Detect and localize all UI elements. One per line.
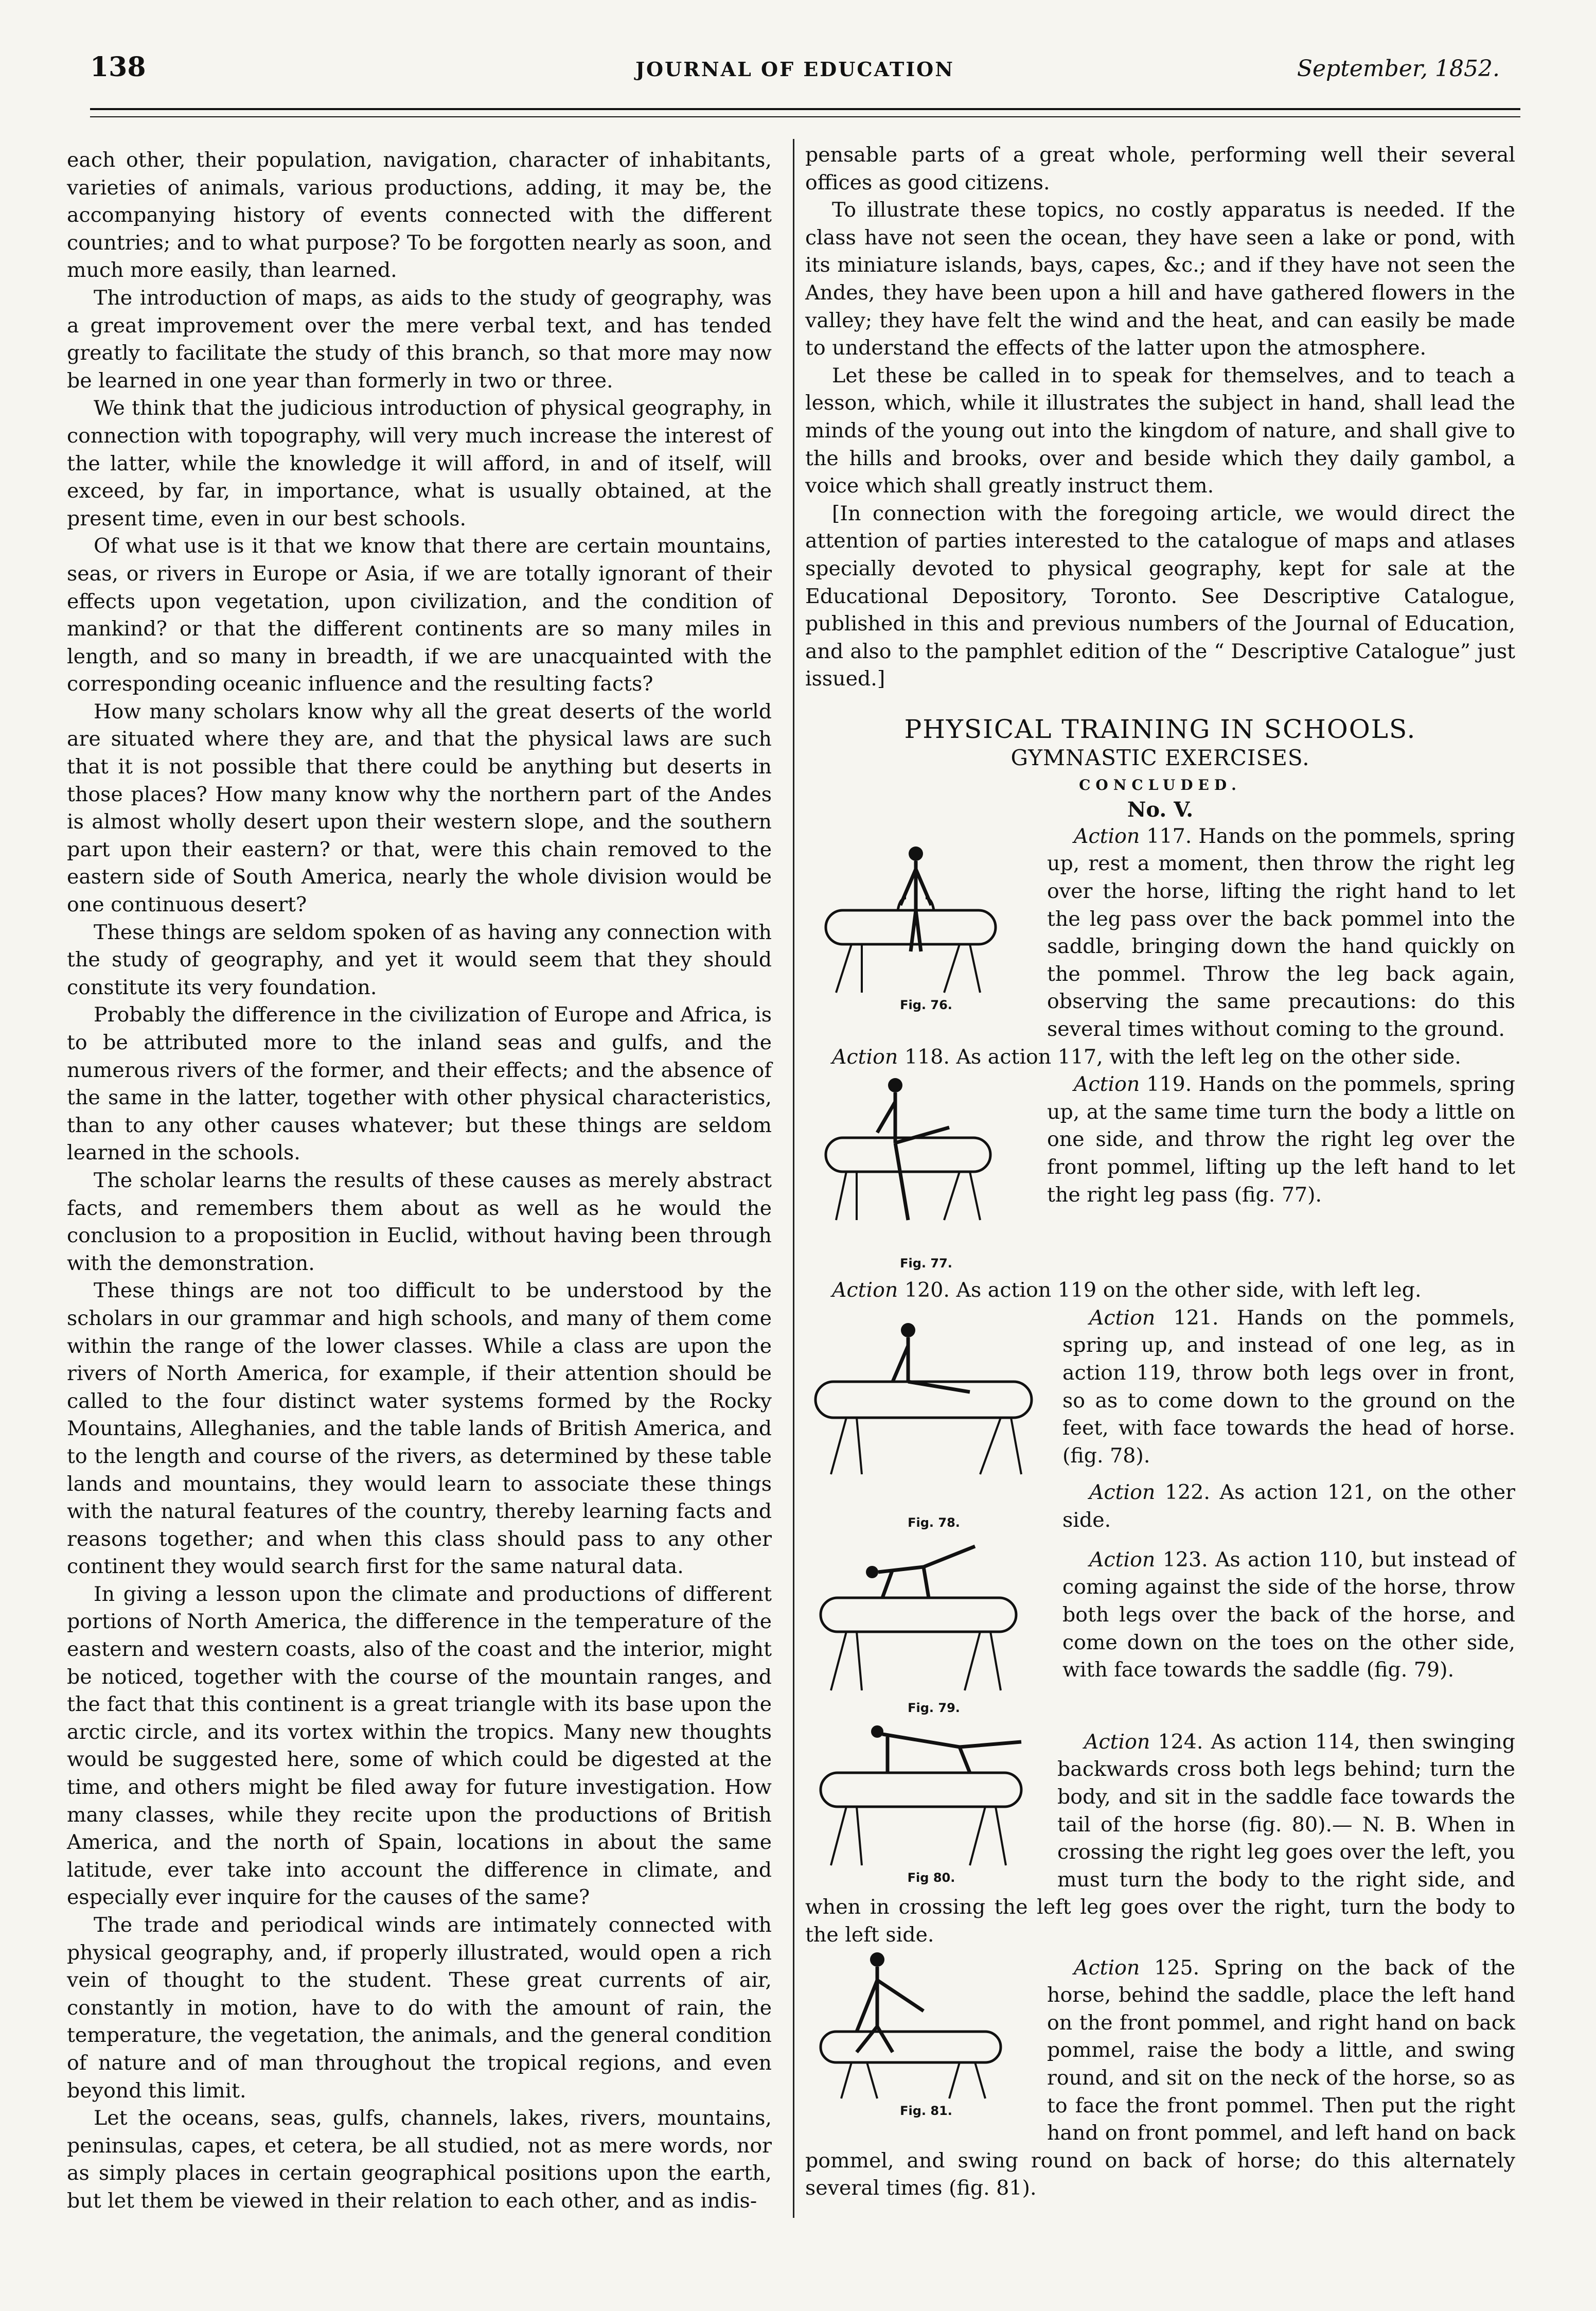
page-number: 138 xyxy=(90,51,146,83)
part-number: No. V. xyxy=(1127,797,1194,822)
concluded-label: CONCLUDED. xyxy=(1079,776,1242,793)
figure-79 xyxy=(805,1541,1062,1721)
paragraph: The introduction of maps, as aids to the study of geography, was a great improvement over the mere verbal text, and has tended greatly to facilitate the study of this branch, so that more may now be learned in one year than formerly in two or three. xyxy=(67,286,772,393)
issue-date: September, 1852. xyxy=(1297,56,1500,82)
paragraph: Probably the difference in the civilization of Europe and Africa, is to be attributed more to the inland seas and gulfs, and the numerous rivers of the former, and their effects; and the absence of the same in the latter, together with other physical characteristics, than to any other causes whatever; but these things are seldom learned in the schools. xyxy=(67,1003,772,1165)
figure-caption: Fig. 79. xyxy=(908,1700,960,1715)
paragraph: pensable parts of a great whole, performing well their several offices as good citizens. xyxy=(805,143,1515,195)
paragraph: The trade and periodical winds are intimately connected with physical geography, and, if properly illustrated, would open a rich vein of thought to the student. These great currents of air, constantly in motion, have to do with the amount of rain, the temperature, the vegetation, the animals, and the general condition of nature and of man throughout the tropical regions, and even beyond this limit. xyxy=(67,1913,772,2103)
page-header xyxy=(90,51,1500,98)
figure-caption: Fig 80. xyxy=(907,1870,955,1885)
figure-caption: Fig. 81. xyxy=(900,2103,952,2118)
paragraph: Of what use is it that we know that there are certain mountains, seas, or rivers in Europe or Asia, if we are totally ignorant of their effects upon vegetation, upon civilization, and the condition of mankind? or that the different continents are so many miles in length, and so many in breadth, if we are unacquainted with the corresponding oceanic influence and the resulting facts? xyxy=(67,534,772,696)
pommel-horse-illustration xyxy=(805,823,1047,998)
header-rule-thin xyxy=(90,116,1520,117)
paragraph: Let these be called in to speak for themselves, and to teach a lesson, which, while it illustrates the subject in hand, shall lead the minds of the young out into the kingdom of nature, and shall give to the hills and brooks, over and beside which they daily gambol, a voice which shall greatly instruct them. xyxy=(805,363,1515,498)
action-125: Action 125. Spring on the back of the horse, behind the saddle, place the left hand on the front pommel, and right hand on back pommel, raise the body a little, and swing round, and sit on the neck of the horse, so as to face the front pommel. Then put the right hand on front pommel, and left hand on back pommel, and swing round on back of horse; do this alternately several times (fig. 81). xyxy=(805,1955,1515,2200)
header-rule xyxy=(90,108,1520,110)
action-121: Action 121. Hands on the pommels, spring up, and instead of one leg, as in action 119, throw both legs over in front, so as to come down to the ground on the feet, with face towards the head of horse. (fig. 78). xyxy=(1062,1306,1515,1468)
figure-77 xyxy=(805,1071,1047,1277)
section-title: PHYSICAL TRAINING IN SCHOOLS. xyxy=(904,714,1416,744)
left-column xyxy=(67,147,772,2215)
figure-caption: Fig. 78. xyxy=(908,1515,960,1530)
right-column xyxy=(805,142,1515,2202)
paragraph: These things are seldom spoken of as having any connection with the study of geography, and yet it would seem that they should constitute its very foundation. xyxy=(67,920,772,999)
paragraph: The scholar learns the results of these causes as merely abstract facts, and remembers them about as well as he would the conclusion to a proposition in Euclid, without having been through with the demonstration. xyxy=(67,1168,772,1275)
action-124: Action 124. As action 114, then swinging backwards cross both legs behind; turn the body, and sit in the saddle face towards the tail of the horse (fig. 80).— N. B. When in crossing the right leg goes over the left, you must turn the body to the right side, and when in crossing the left leg goes over the right, turn the body to the left side. xyxy=(805,1730,1516,1947)
paragraph: We think that the judicious introduction of physical geography, in connection with topography, will very much increase the interest of the latter, while the knowledge it will afford, in and of itself, will exceed, by far, in importance, what is usually obtained, at the present time, even in our best schools. xyxy=(67,396,772,531)
figure-76 xyxy=(805,823,1047,1018)
figure-81 xyxy=(805,1949,1047,2124)
action-117: Action 117. Hands on the pommels, spring up, rest a moment, then throw the right leg over the horse, lifting the right hand to let the leg pass over the back pommel into the saddle, bringing down the hand quickly on the pommel. Throw the leg back again, observing the same precautions: do this several times without coming to the ground. xyxy=(1047,824,1515,1042)
paragraph: How many scholars know why all the great deserts of the world are situated where they are, and that the physical laws are such that it is not possible that there could be anything but deserts in those places? How many know why the northern part of the Andes is almost wholly desert upon their western slope, and the southern part upon their eastern? or that, were this chain removed to the eastern side of South America, nearly the whole division would be one continuous desert? xyxy=(67,699,772,917)
pommel-horse-illustration xyxy=(805,1541,1062,1701)
paragraph: each other, their population, navigation, character of inhabitants, varieties of animals, various productions, adding, it may be, the accompanying history of events connected with the different countries; and to what purpose? To be forgotten nearly as soon, and much more easily, than learned. xyxy=(67,148,772,283)
figure-caption: Fig. 77. xyxy=(900,1256,952,1271)
pommel-horse-illustration xyxy=(805,1949,1047,2104)
paragraph: Let the oceans, seas, gulfs, channels, lakes, rivers, mountains, peninsulas, capes, et cetera, be all studied, not as mere words, nor as simply places in certain geographical positions upon the earth, but let them be viewed in their relation to each other, and as indis- xyxy=(67,2106,772,2213)
editorial-note: [In connection with the foregoing article, we would direct the attention of parties interested to the catalogue of maps and atlases specially devoted to physical geography, kept for sale at the Educational Depository, Toronto. See Descriptive Catalogue, published in this and previous numbers of the Journal of Education, and also to the pamphlet edition of the “ Descriptive Catalogue” just issued.] xyxy=(805,501,1515,691)
figure-80 xyxy=(805,1721,1057,1891)
action-122: Action 122. As action 121, on the other side. xyxy=(1062,1480,1515,1532)
action-123: Action 123. As action 110, but instead of coming against the side of the horse, throw both legs over the back of the horse, and come down on the toes on the other side, with face towards the saddle (fig. 79). xyxy=(1062,1547,1516,1682)
journal-title: JOURNAL OF EDUCATION xyxy=(635,58,954,81)
pommel-horse-illustration xyxy=(805,1721,1057,1871)
column-divider xyxy=(793,139,794,2218)
action-118: Action 118. As action 117, with the left leg on the other side. xyxy=(832,1045,1461,1069)
paragraph: In giving a lesson upon the climate and productions of different portions of North America, the difference in the temperature of the eastern and western coasts, also of the coast and the interior, might be noticed, together with the course of the mountain ranges, and the fact that this continent is a great triangle with its base upon the arctic circle, and its vortex within the tropics. Many new thoughts would be suggested here, some of which could be digested at the time, and others might be filed away for future investigation. How many classes, while they recite upon the productions of British America, and the north of Spain, locations in about the same latitude, ever take into account the difference in climate, and especially ever inquire for the causes of the same? xyxy=(67,1582,772,1910)
action-119: Action 119. Hands on the pommels, spring up, at the same time turn the body a little on one side, and throw the right leg over the front pommel, lifting up the left hand to let the right leg pass (fig. 77). xyxy=(1047,1072,1515,1207)
paragraph: These things are not too difficult to be understood by the scholars in our grammar and high schools, and many of them come within the range of the lower classes. While a class are upon the rivers of North America, for example, if their attention should be called to the four distinct water systems formed by the Rocky Mountains, Alleghanies, and the table lands of British America, and to the length and course of the rivers, as determined by these table lands and mountains, they would learn to associate these things with the natural features of the country, thereby learning facts and reasons together; and when this class should pass to any other continent they would search first for the same natural data. xyxy=(67,1279,772,1579)
paragraph: To illustrate these topics, no costly apparatus is needed. If the class have not seen the ocean, they have seen a lake or pond, with its miniature islands, bays, capes, &c.; and if they have not seen the Andes, they have been upon a hill and have gathered flowers in the valley; they have felt the wind and the heat, and can easily be made to understand the effects of the latter upon the atmosphere. xyxy=(805,198,1515,360)
figure-caption: Fig. 76. xyxy=(900,997,952,1012)
figure-78 xyxy=(805,1304,1062,1536)
action-120: Action 120. As action 119 on the other side, with left leg. xyxy=(832,1278,1422,1302)
pommel-horse-illustration xyxy=(805,1071,1047,1256)
section-subtitle: GYMNASTIC EXERCISES. xyxy=(1010,745,1310,770)
pommel-horse-illustration xyxy=(805,1304,1062,1515)
